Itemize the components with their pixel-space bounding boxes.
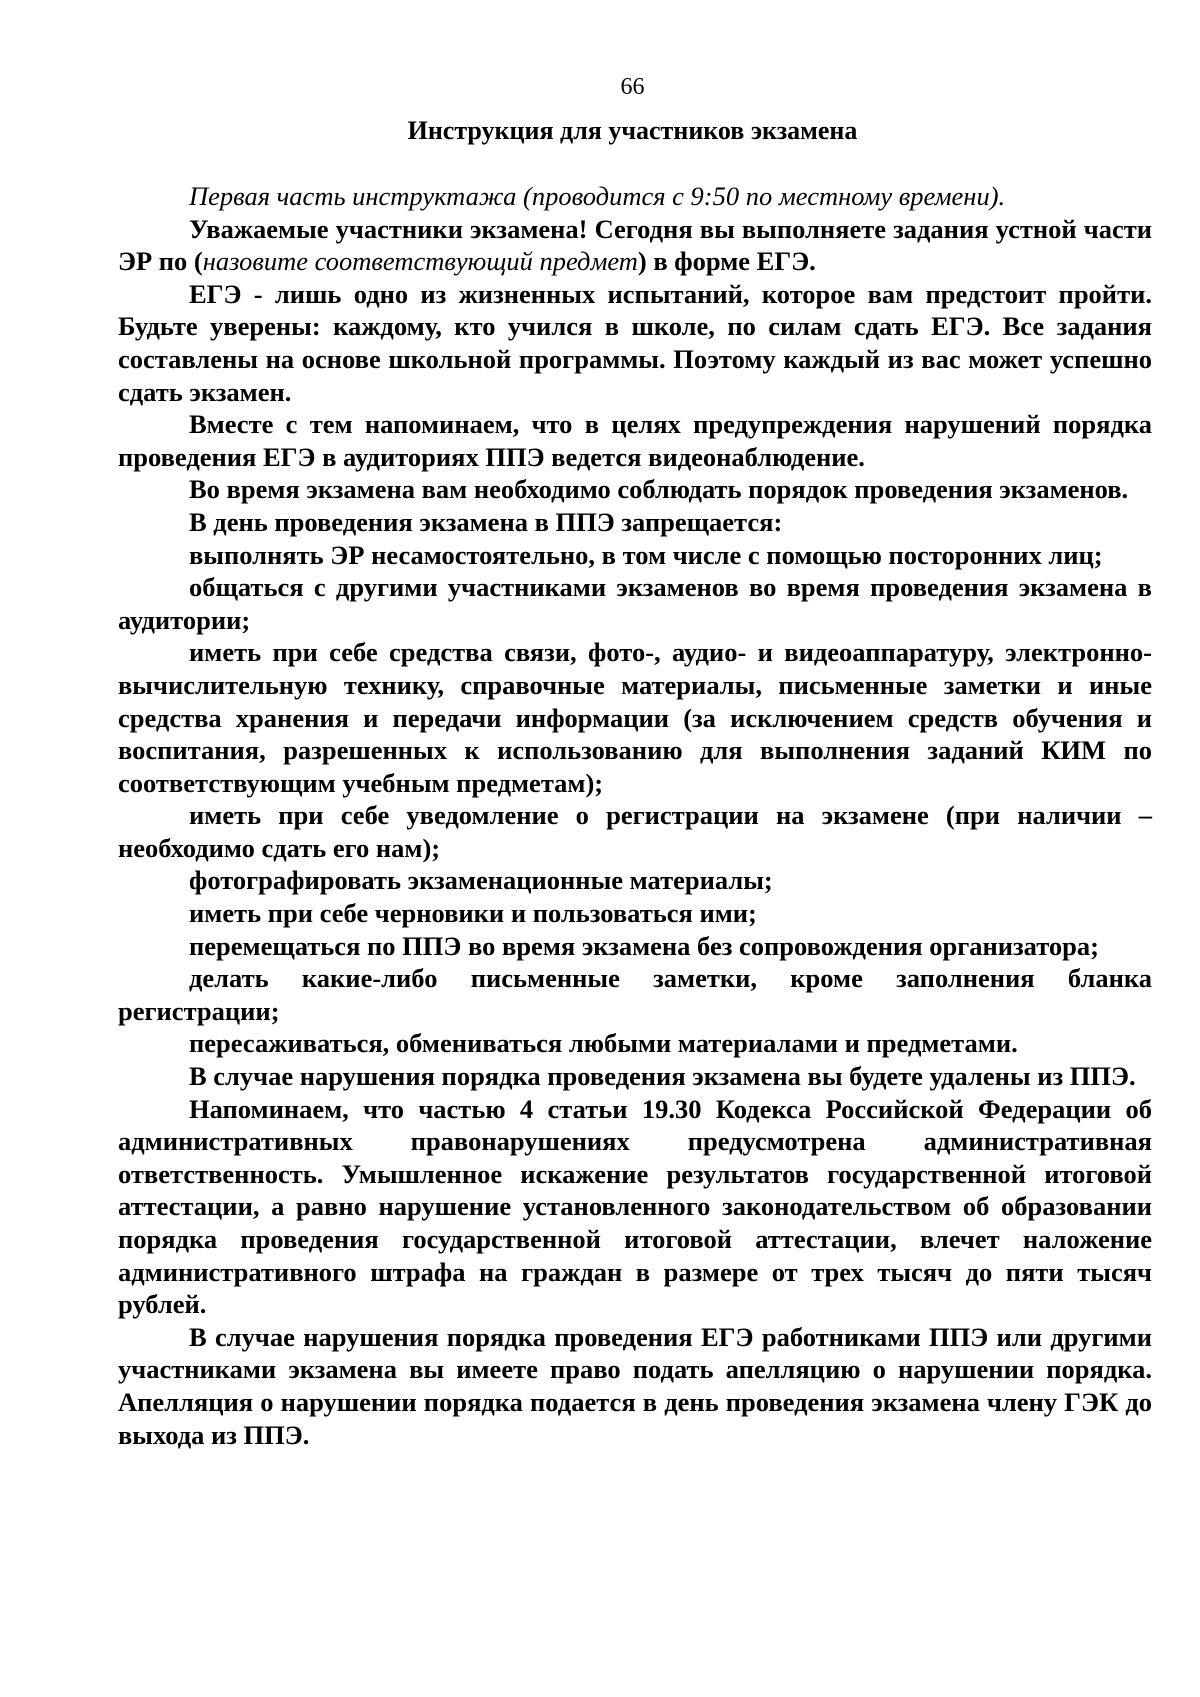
paragraph-prohibitions-heading: В день проведения экзамена в ППЭ запрещается: [189, 506, 783, 537]
paragraph-appeal-right: В случае нарушения порядка проведения ЕГЭ работниками ППЭ или другими участниками экзамена вы имеете право подать апелляцию о нарушении порядка. Апелляция о нарушении порядка подается в день проведения экзамена члену ГЭК до выхода из ППЭ. [118, 1321, 1152, 1450]
paragraph-exam-encouragement: ЕГЭ - лишь одно из жизненных испытаний, которое вам предстоит пройти. Будьте уверены: каждому, кто учился в школе, по силам сдать ЕГЭ. Все задания составлены на основе школьной программы. Поэтому каждый из вас может успешно сдать экзамен. [118, 278, 1152, 407]
document-body [118, 180, 1152, 1451]
greeting-paragraph [118, 213, 1152, 278]
paragraph-video-surveillance: Вместе с тем напоминаем, что в целях предупреждения нарушений порядка проведения ЕГЭ в аудиториях ППЭ ведется видеонаблюдение. [118, 409, 1152, 472]
paragraph-removal-warning: В случае нарушения порядка проведения экзамена вы будете удалены из ППЭ. [189, 1061, 1136, 1092]
greeting-text-start: Уважаемые участники экзамена! Сегодня вы выполняете задания устной части ЭР по ( [118, 213, 1152, 277]
paragraph-administrative-liability: Напоминаем, что частью 4 статьи 19.30 Кодекса Российской Федерации об административных правонарушениях предусмотрена административная ответственность. Умышленное искажение результатов государственной итоговой аттестации, а равно нарушение установленного законодательством об образовании порядка проведения государственной итоговой аттестации, влечет наложение административного штрафа на граждан в размере от трех тысяч до пяти тысяч рублей. [118, 1093, 1152, 1320]
rule-item: выполнять ЭР несамостоятельно, в том числе с помощью посторонних лиц; [189, 539, 1103, 570]
rule-item: общаться с другими участниками экзаменов во время проведения экзамена в аудитории; [118, 572, 1152, 635]
rule-item: пересаживаться, обмениваться любыми материалами и предметами. [189, 1028, 1018, 1059]
intro-note: Первая часть инструктажа (проводится с 9:50 по местному времени). [189, 181, 1006, 211]
rule-item: делать какие-либо письменные заметки, кроме заполнения бланка регистрации; [118, 963, 1152, 1026]
rule-item: иметь при себе черновики и пользоваться ими; [189, 898, 757, 929]
subject-placeholder: назовите соответствующий предмет [202, 246, 638, 277]
rule-item: иметь при себе уведомление о регистрации на экзамене (при наличии – необходимо сдать его нам); [118, 800, 1152, 863]
document-title: Инструкция для участников экзамена [407, 116, 858, 145]
rule-item: перемещаться по ППЭ во время экзамена без сопровождения организатора; [189, 930, 1099, 961]
rule-item: фотографировать экзаменационные материалы; [189, 865, 773, 896]
greeting-text-end: ) в форме ЕГЭ. [637, 246, 816, 277]
page-number: 66 [620, 74, 645, 100]
rule-item: иметь при себе средства связи, фото-, аудио- и видеоаппаратуру, электронно-вычислительную технику, справочные материалы, письменные заметки и иные средства хранения и передачи информации (за исключением средств обучения и воспитания, разрешенных к использованию для выполнения заданий КИМ по соответствующим учебным предметам); [118, 637, 1152, 798]
paragraph-follow-rules: Во время экзамена вам необходимо соблюдать порядок проведения экзаменов. [189, 474, 1129, 505]
